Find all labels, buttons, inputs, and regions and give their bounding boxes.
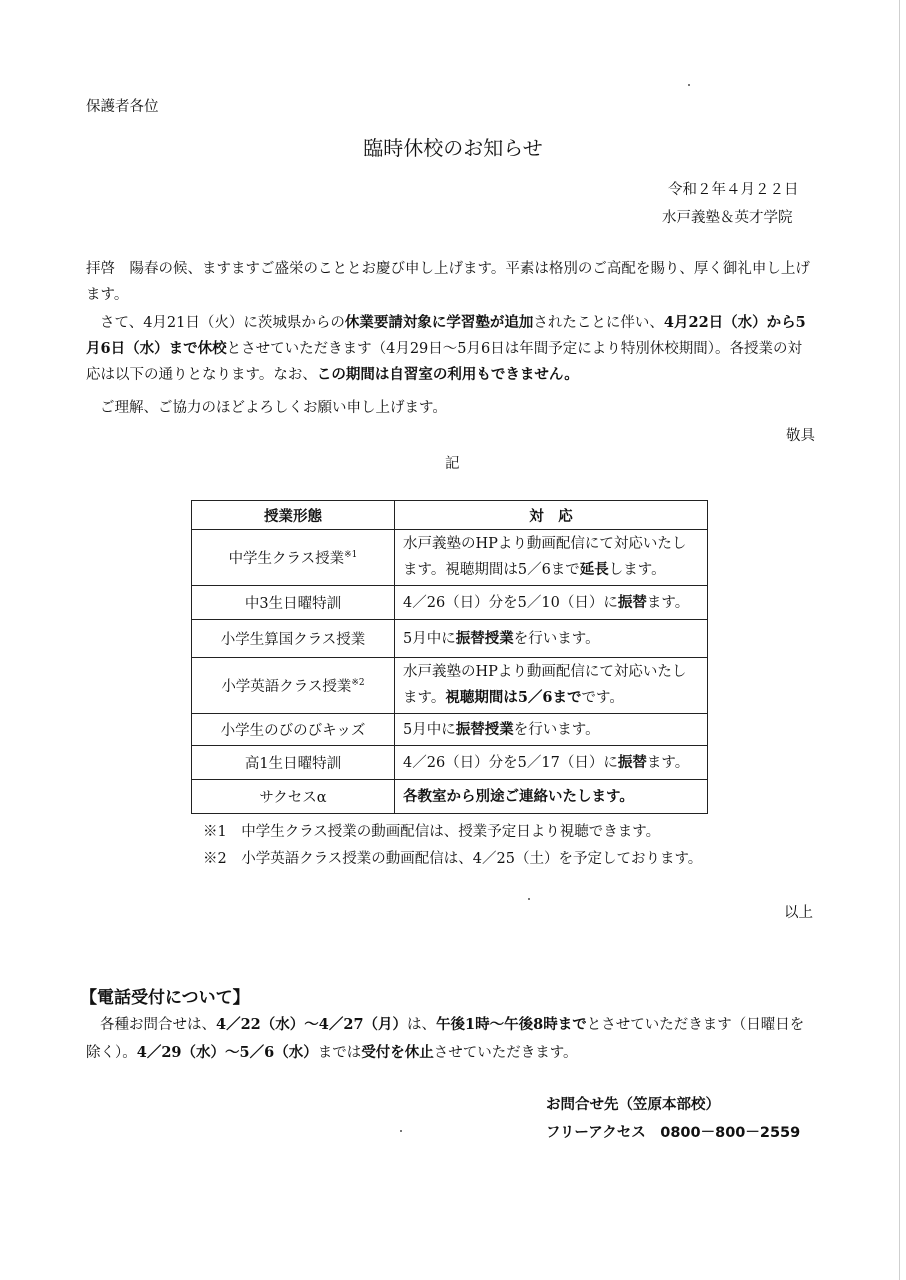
response-text: します。 (608, 562, 666, 578)
contact-label: お問合せ先（笠原本部校） (546, 1097, 720, 1113)
response-cell (395, 530, 708, 586)
table-row (192, 620, 708, 658)
table-row (192, 586, 708, 620)
phone-text: までは (317, 1045, 362, 1061)
response-text: を行います。 (513, 721, 600, 738)
scan-speck (528, 898, 530, 900)
table-row (192, 658, 708, 714)
notice-text: さて、4月21日（火）に茨城県からの (100, 315, 345, 331)
response-text: 水戸義塾のHPより動画配信にて対応いたします。視聴期間は5／6まで (403, 536, 687, 578)
response-bold-text: 振替 (617, 753, 647, 771)
response-text: です。 (581, 690, 624, 706)
table-header-row (192, 501, 708, 530)
header-class-type: 授業形態 (192, 501, 395, 530)
class-type-cell (192, 746, 395, 780)
footnote-2: ※2 小学英語クラス授業の動画配信は、4／25（土）を予定しております。 (203, 851, 703, 867)
response-bold-text: 延長 (579, 561, 609, 578)
phone-text: とさせていただきます（日曜日を除く）。 (86, 1017, 805, 1061)
class-type-cell (192, 658, 395, 714)
notice-text: されたことに伴い、 (533, 315, 664, 331)
response-text: 4／26（日）分を5／17（日）に (403, 754, 618, 771)
end-mark: 以上 (784, 905, 813, 921)
scan-speck (400, 1130, 402, 1132)
notice-text: とさせていただきます（4月29日～5月6日は年間予定により特別休校期間）。各授業の対応は以下の通りとなります。なお、 (86, 341, 802, 383)
phone-bold-text: 午後1時～午後8時まで (436, 1016, 587, 1033)
response-text: を行います。 (513, 630, 600, 647)
footnote-mark: ※1 (344, 550, 358, 560)
ki-mark: 記 (445, 456, 460, 472)
class-type-cell (192, 530, 395, 586)
notice-paragraph (86, 310, 816, 388)
response-text: 5月中に (403, 630, 456, 647)
table-row (192, 530, 708, 586)
response-bold-text: 振替授業 (455, 720, 514, 738)
phone-bold-text: 受付を休止 (361, 1044, 434, 1061)
response-text: 水戸義塾のHPより動画配信にて対応いたします。 (403, 664, 687, 706)
table-row (192, 780, 708, 814)
phone-bold-text: 4／29（水）～5／6（水） (136, 1044, 318, 1061)
phone-bold-text: 4／22（水）～4／27（月） (216, 1016, 408, 1033)
issue-date: 令和２年４月２２日 (668, 182, 799, 198)
phone-paragraph (86, 1011, 816, 1067)
addressee: 保護者各位 (86, 99, 159, 115)
response-cell (395, 714, 708, 746)
response-cell (395, 746, 708, 780)
response-cell (395, 586, 708, 620)
scan-edge (899, 0, 900, 1280)
footnote-mark: ※2 (351, 678, 365, 688)
phone-section-heading: 【電話受付について】 (80, 988, 250, 1008)
response-bold-text: 各教室から別途ご連絡いたします。 (403, 787, 634, 805)
response-text: ます。 (646, 594, 690, 611)
phone-text: 各種お問合せは、 (100, 1017, 216, 1033)
class-type-label: 小学生算国クラス授業 (220, 632, 366, 648)
notice-bold-text: 4月22日（水）から5月6日（水）まで休校 (86, 314, 806, 357)
document-title: 臨時休校のお知らせ (363, 136, 543, 160)
table-row (192, 714, 708, 746)
header-response: 対 応 (395, 501, 708, 530)
notice-bold-text: 休業要請対象に学習塾が追加 (344, 314, 534, 331)
response-text: 4／26（日）分を5／10（日）に (403, 594, 618, 611)
class-type-cell (192, 780, 395, 814)
class-schedule-table (191, 500, 708, 814)
class-type-cell (192, 620, 395, 658)
closing-paragraph: ご理解、ご協力のほどよろしくお願い申し上げます。 (100, 400, 447, 416)
class-type-label: 小学生のびのびキッズ (220, 723, 366, 739)
class-type-label: サクセスα (259, 790, 327, 806)
response-cell (395, 620, 708, 658)
response-text: ます。 (646, 754, 690, 771)
response-cell (395, 658, 708, 714)
class-type-label: 小学英語クラス授業 (221, 679, 352, 695)
table-row (192, 746, 708, 780)
class-type-label: 高1生日曜特訓 (244, 756, 342, 772)
response-bold-text: 視聴期間は5／6まで (445, 689, 582, 706)
closing-word: 敬具 (786, 428, 815, 444)
response-cell (395, 780, 708, 814)
greeting-paragraph: 拝啓 陽春の候、ますますご盛栄のこととお慶び申し上げます。平素は格別のご高配を賜り、厚く御礼申し上げます。 (86, 261, 810, 303)
issuer-name: 水戸義塾＆英才学院 (662, 210, 793, 226)
response-bold-text: 振替授業 (455, 629, 514, 647)
class-type-label: 中3生日曜特訓 (244, 596, 342, 612)
response-text: 5月中に (403, 721, 456, 738)
phone-text: させていただきます。 (433, 1045, 578, 1061)
class-type-label: 中学生クラス授業 (228, 551, 345, 567)
response-bold-text: 振替 (617, 593, 647, 611)
class-type-cell (192, 714, 395, 746)
contact-phone: フリーアクセス 0800－800－2559 (546, 1125, 801, 1141)
class-type-cell (192, 586, 395, 620)
notice-bold-text: この期間は自習室の利用もできません。 (316, 366, 579, 383)
scan-speck (688, 84, 690, 86)
phone-text: は、 (407, 1017, 437, 1033)
footnote-1: ※1 中学生クラス授業の動画配信は、授業予定日より視聴できます。 (203, 824, 661, 840)
